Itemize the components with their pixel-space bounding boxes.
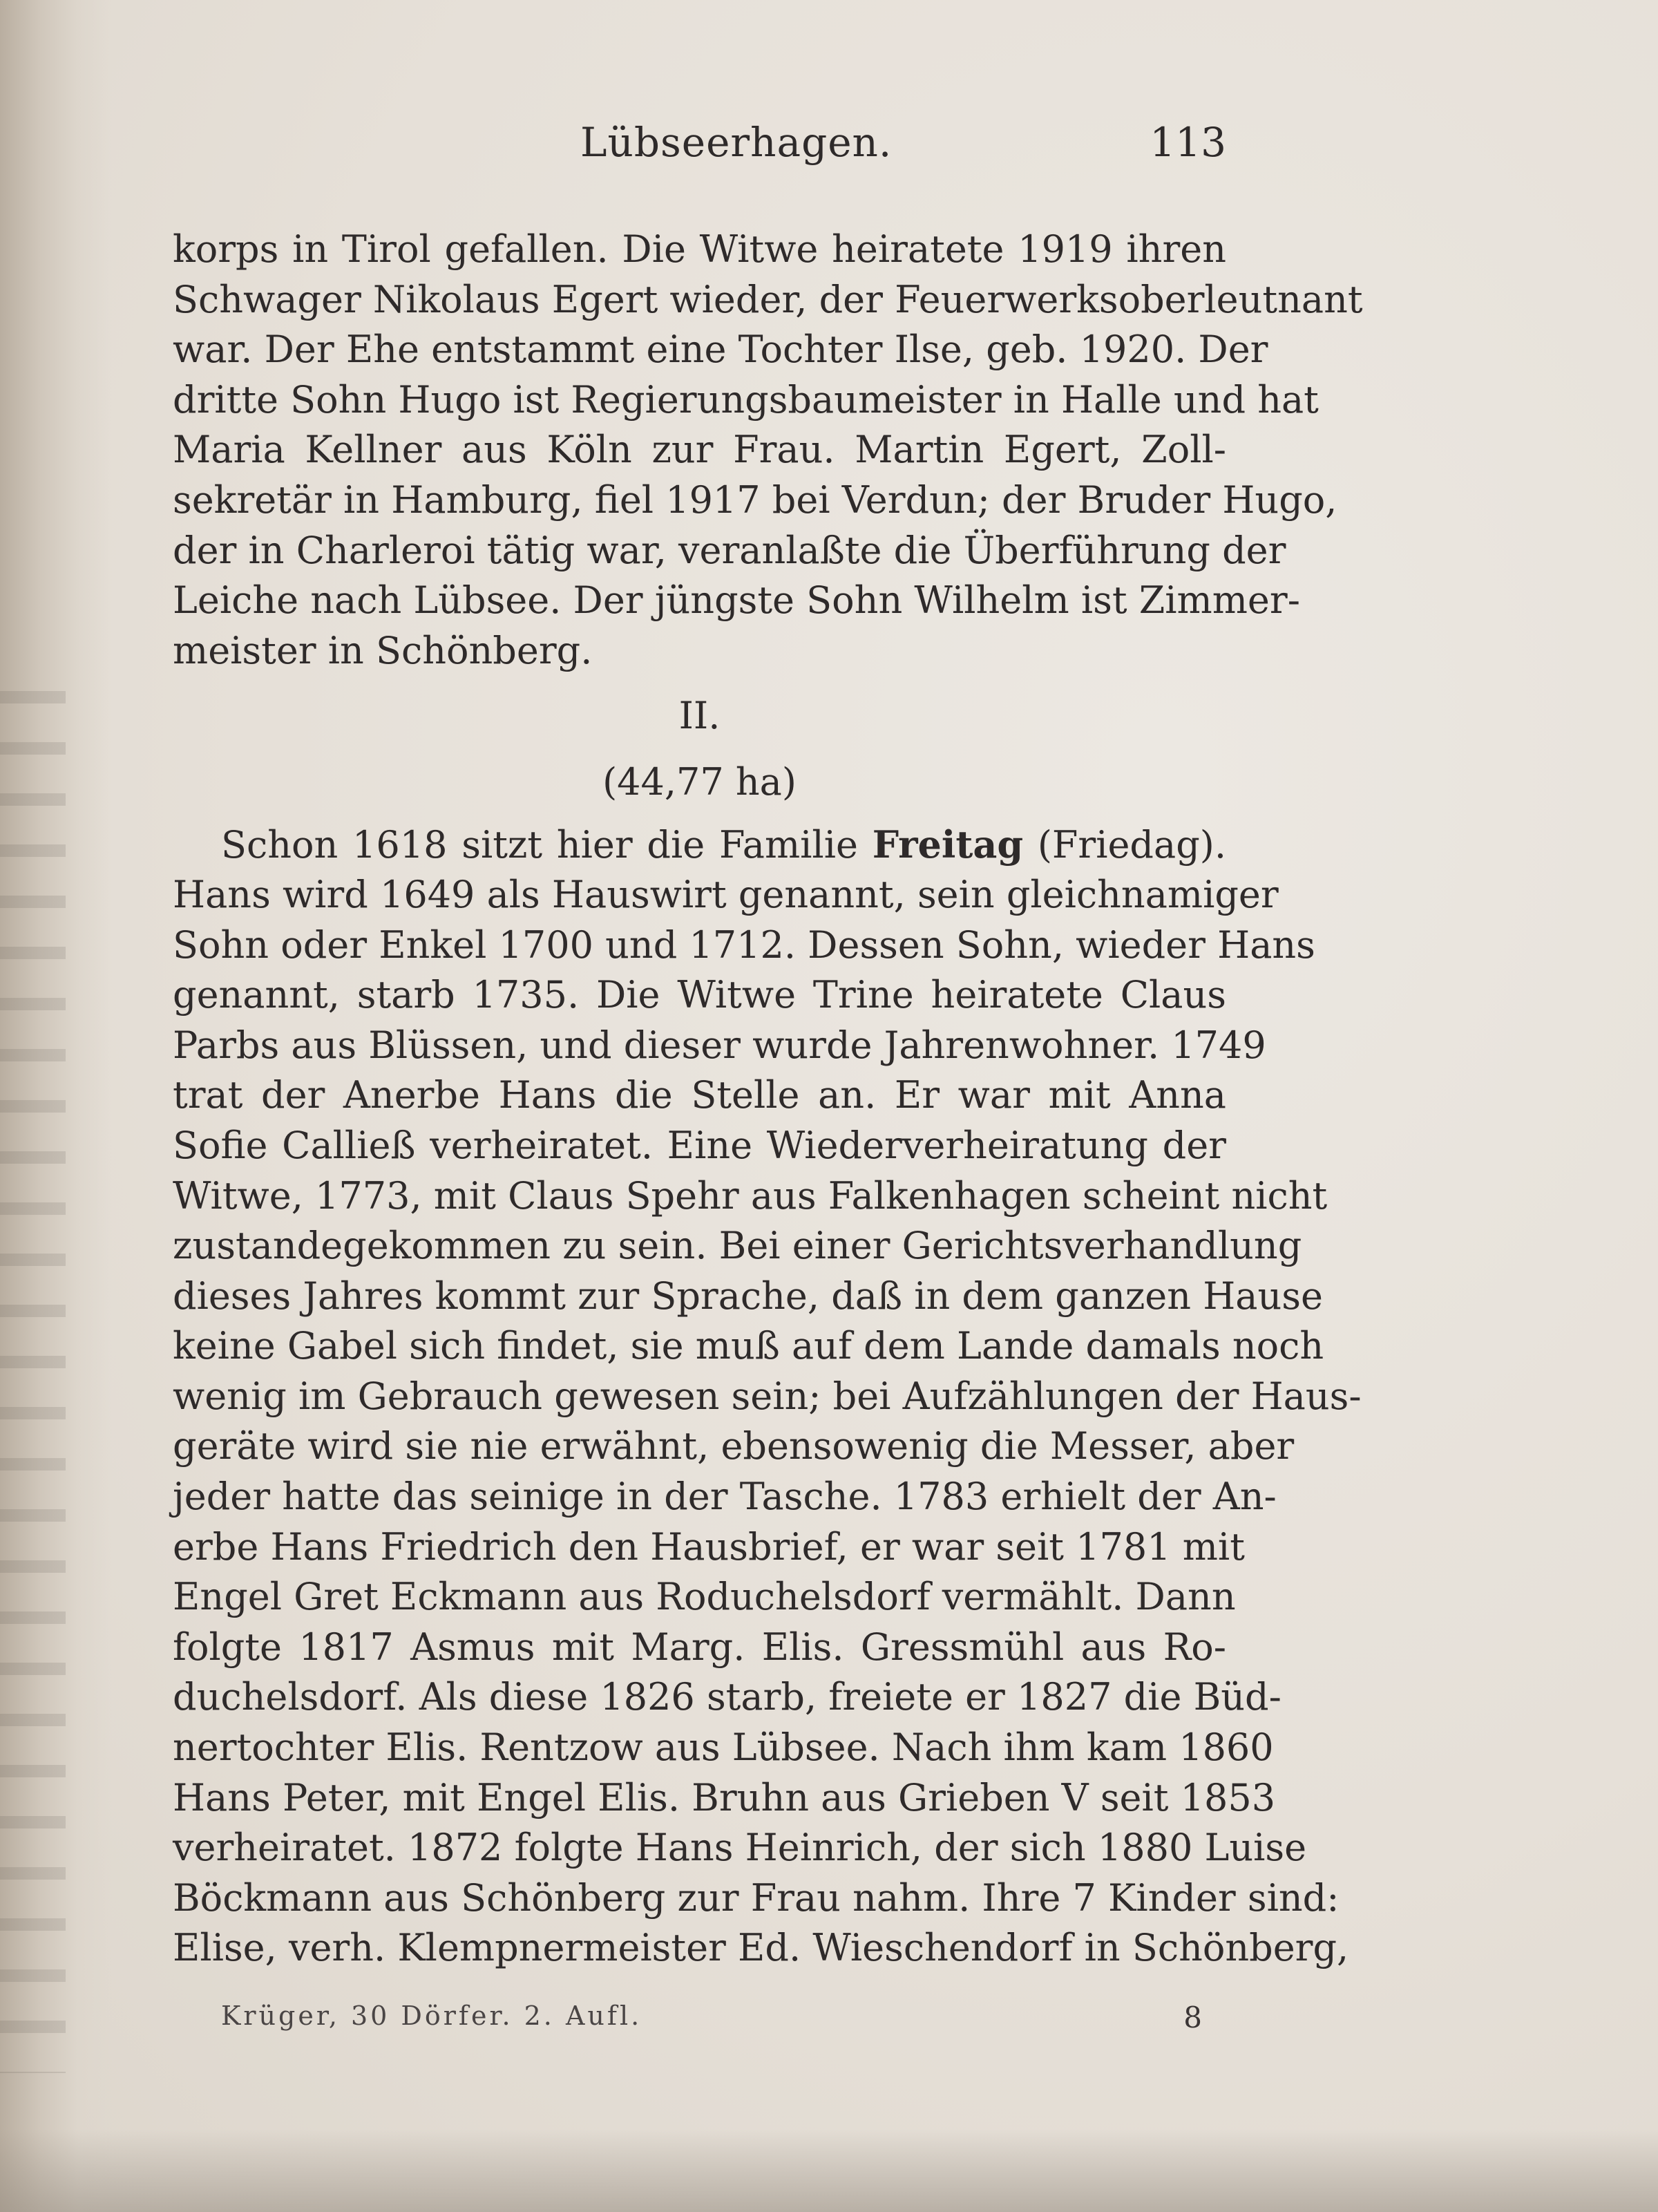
running-head	[173, 119, 1226, 181]
text-line: Sofie Calließ verheiratet. Eine Wiederverheiratung der	[173, 1123, 1226, 1167]
text-line-first	[173, 820, 1226, 870]
previous-page-edge	[0, 691, 66, 2073]
text-line: dritte Sohn Hugo ist Regierungsbaumeister in Halle und hat	[173, 377, 1319, 422]
body-text	[173, 225, 1363, 1974]
text-line: trat der Anerbe Hans die Stelle an. Er war mit Anna	[173, 1073, 1226, 1117]
text-line: Schwager Nikolaus Egert wieder, der Feuerwerksoberleutnant	[173, 277, 1363, 321]
text-line: geräte wird sie nie erwähnt, ebensowenig die Messer, aber	[173, 1424, 1295, 1468]
text-line: Hans wird 1649 als Hauswirt genannt, sein gleichnamiger	[173, 872, 1279, 916]
page-footer	[221, 2001, 1202, 2042]
text-line: war. Der Ehe entstammt eine Tochter Ilse, geb. 1920. Der	[173, 328, 1268, 372]
text-line: duchelsdorf. Als diese 1826 starb, freiete er 1827 die Büd-	[173, 1675, 1281, 1719]
text-line: erbe Hans Friedrich den Hausbrief, er war seit 1781 mit	[173, 1524, 1245, 1569]
text-line: Parbs aus Blüssen, und dieser wurde Jahrenwohner. 1749	[173, 1023, 1266, 1067]
text-line: genannt, starb 1735. Die Witwe Trine heiratete Claus	[173, 973, 1226, 1017]
text-line: Sohn oder Enkel 1700 und 1712. Dessen Sohn, wieder Hans	[173, 923, 1315, 967]
text-line: wenig im Gebrauch gewesen sein; bei Aufzählungen der Haus-	[173, 1374, 1362, 1418]
paragraph-2	[173, 820, 1362, 1974]
text-line: folgte 1817 Asmus mit Marg. Elis. Gressmühl aus Ro-	[173, 1625, 1226, 1669]
running-head-title: Lübseerhagen.	[580, 119, 893, 166]
text-line: der in Charleroi tätig war, veranlaßte die Überführung der	[173, 528, 1286, 572]
text-line: Engel Gret Eckmann aus Roduchelsdorf vermählt. Dann	[173, 1575, 1236, 1619]
first-line-end: (Friedag).	[1037, 823, 1226, 867]
printer-signature: Krüger, 30 Dörfer. 2. Aufl.	[221, 2001, 642, 2031]
text-line: nertochter Elis. Rentzow aus Lübsee. Nach ihm kam 1860	[173, 1726, 1274, 1770]
section-number: II.	[678, 694, 721, 738]
text-line: Elise, verh. Klempnermeister Ed. Wieschendorf in Schönberg,	[173, 1926, 1349, 1970]
text-line: sekretär in Hamburg, fiel 1917 bei Verdun; der Bruder Hugo,	[173, 478, 1337, 522]
text-line: Böckmann aus Schönberg zur Frau nahm. Ihre 7 Kinder sind:	[173, 1875, 1340, 1920]
text-line: dieses Jahres kommt zur Sprache, daß in dem ganzen Hause	[173, 1274, 1323, 1318]
text-line: jeder hatte das seinige in der Tasche. 1783 erhielt der An-	[173, 1475, 1277, 1519]
text-line: Leiche nach Lübsee. Der jüngste Sohn Wilhelm ist Zimmer-	[173, 578, 1300, 623]
sheet-number: 8	[1183, 2001, 1202, 2034]
text-line: Witwe, 1773, mit Claus Spehr aus Falkenhagen scheint nicht	[173, 1173, 1328, 1218]
text-line: meister in Schönberg.	[173, 628, 593, 672]
text-line: Maria Kellner aus Köln zur Frau. Martin Egert, Zoll-	[173, 428, 1226, 472]
text-line: verheiratet. 1872 folgte Hans Heinrich, der sich 1880 Luise	[173, 1826, 1307, 1870]
section-area: (44,77 ha)	[602, 760, 797, 804]
text-line: Hans Peter, mit Engel Elis. Bruhn aus Grieben V seit 1853	[173, 1775, 1276, 1819]
paragraph-1	[173, 225, 1363, 676]
bottom-shadow	[0, 2129, 1658, 2212]
page-number: 113	[1150, 119, 1226, 166]
text-line: korps in Tirol gefallen. Die Witwe heiratete 1919 ihren	[173, 227, 1226, 271]
family-name-highlight: Freitag	[872, 822, 1024, 867]
text-line: zustandegekommen zu sein. Bei einer Gerichtsverhandlung	[173, 1224, 1302, 1268]
first-line-start: Schon 1618 sitzt hier die Familie	[221, 823, 858, 867]
text-line: keine Gabel sich findet, sie muß auf dem Lande damals noch	[173, 1324, 1324, 1368]
